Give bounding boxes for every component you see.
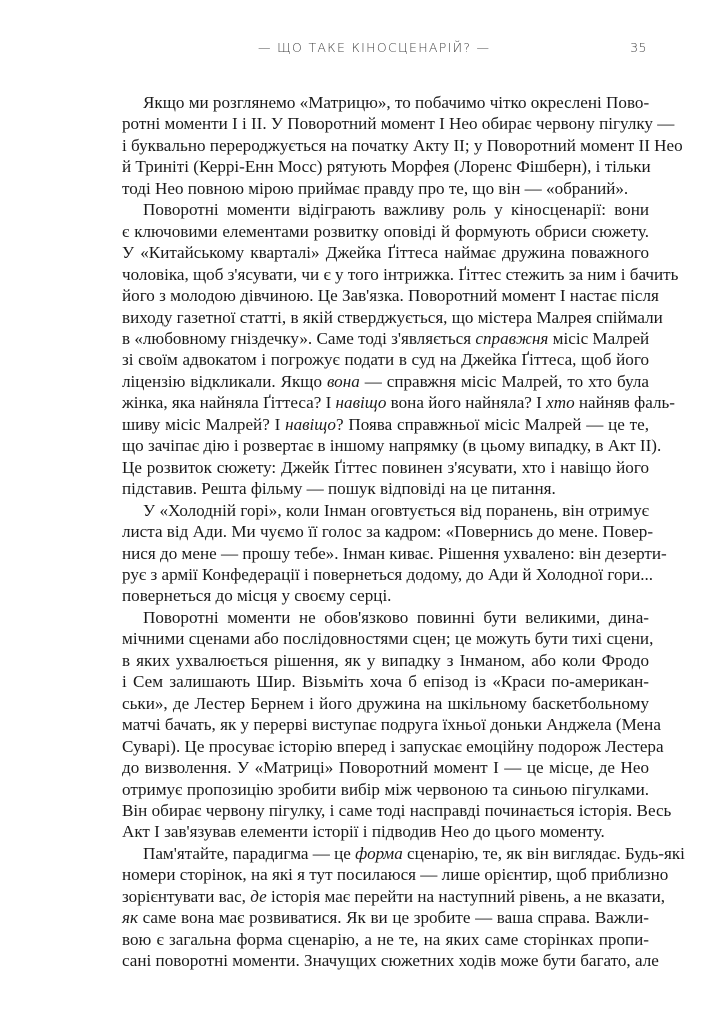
text-line: зорієнтувати вас, де історія має перейти на наступний рівень, а не вказати,	[122, 886, 666, 906]
text-line: Якщо ми розглянемо «Матрицю», то побачимо чітко окреслені Пово-	[143, 93, 650, 112]
running-title: — ЩО ТАКЕ КІНОСЦЕНАРІЙ? —	[258, 40, 491, 55]
text-line: і буквально перероджується на початку Акту II; у Поворотний момент II Нео	[122, 135, 683, 155]
text-line: жінка, яка найняла Ґіттеса? І навіщо вона його найняла? І хто найняв фаль-	[122, 393, 675, 413]
paragraph	[122, 607, 672, 843]
text-line: листа від Ади. Ми чуємо її голос за кадром: «Повернись до мене. Повер-	[122, 522, 654, 542]
text-line: вою є загальна форма сценарію, а не те, на яких саме сторінках пропи-	[122, 929, 649, 949]
emphasis: навіщо	[285, 414, 336, 434]
text-line: як саме вона має розвиватися. Як ви це зробите — ваша справа. Важли-	[122, 908, 649, 928]
text-line: до визволення. У «Матриці» Поворотний момент I — це місце, де Нео	[122, 758, 649, 778]
body-text	[122, 92, 685, 972]
text-line: і Сем залишають Шир. Візьміть хоча б епізод із «Краси по-американ-	[122, 672, 649, 692]
text-line: отримує пропозицію зробити вибір між червоною та синьою пігулками.	[122, 779, 649, 799]
text-line: повернеться до місця у своєму серці.	[122, 586, 392, 606]
text-line: його з молодою дівчиною. Це Зав'язка. Поворотний момент I настає після	[122, 286, 659, 306]
emphasis: де	[250, 886, 267, 906]
text-line: тоді Нео повною мірою приймає правду про те, що він — «обраний».	[122, 178, 629, 198]
paragraph	[122, 92, 683, 199]
running-header	[0, 38, 721, 58]
emphasis: як	[122, 908, 138, 928]
emphasis: форма	[355, 843, 403, 863]
text-line: підставив. Решта фільму — пошук відповіді на це питання.	[122, 479, 556, 499]
emphasis: справжня	[475, 328, 549, 348]
paragraph	[122, 843, 685, 972]
text-line: номери сторінок, на які я тут посилаюся — лише орієнтир, щоб приблизно	[122, 865, 669, 885]
emphasis: вона	[326, 371, 360, 391]
emphasis: хто	[546, 393, 575, 413]
text-line: шиву місіс Малрей? І навіщо? Поява справжньої місіс Малрей — це те,	[122, 414, 649, 434]
text-line: нися до мене — прошу тебе». Інман киває. Рішення ухвалено: він дезерти-	[122, 543, 667, 563]
text-line: Суварі). Це просуває історію вперед і запускає емоційну подорож Лестера	[122, 736, 664, 756]
text-line: що зачіпає дію і розвертає в іншому напрямку (в цьому випадку, в Акт II).	[122, 436, 662, 456]
text-line: У «Китайському кварталі» Джейка Ґіттеса наймає дружина поважного	[122, 243, 649, 263]
text-line: в яких ухвалюється рішення, як у випадку з Інманом, або коли Фродо	[122, 650, 649, 670]
text-line: в «любовному гніздечку». Саме тоді з'являється справжня місіс Малрей	[122, 328, 650, 348]
text-line: виходу газетної статті, в якій стверджується, що містера Малрея спіймали	[122, 307, 663, 327]
text-line: ротні моменти I і II. У Поворотний момент I Нео обирає червону пігулку —	[122, 114, 675, 134]
text-line: Акт I зав'язував елементи історії і підводив Нео до цього моменту.	[122, 822, 605, 842]
text-line: чоловіка, щоб з'ясувати, чи є у того інтрижка. Ґіттес стежить за ним і бачить	[122, 264, 679, 284]
text-line: матчі бачать, як у перерві виступає подруга їхньої доньки Анджела (Мена	[122, 715, 661, 735]
text-line: Поворотні моменти відіграють важливу роль у кіносценарії: вони	[143, 200, 649, 220]
paragraph	[122, 500, 667, 607]
text-line: рує з армії Конфедерації і повернеться додому, до Ади й Холодної гори...	[122, 564, 654, 584]
text-line: ліцензію відкликали. Якщо вона — справжня місіс Малрей, то хто була	[122, 371, 650, 391]
paragraph	[122, 199, 679, 499]
text-line: й Триніті (Керрі-Енн Мосс) рятують Морфея (Лоренс Фішберн), і тільки	[122, 157, 651, 177]
text-line: Це розвиток сюжету: Джейк Ґіттес повинен з'ясувати, хто і навіщо його	[122, 457, 649, 477]
text-line: мічними сценами або послідовностями сцен; це можуть бути тихі сцени,	[122, 629, 654, 649]
text-line: Пам'ятайте, парадигма — це форма сценарію, те, як він виглядає. Будь-які	[143, 843, 685, 863]
text-line: ськи», де Лестер Бернем і його дружина на шкільному баскетбольному	[122, 693, 649, 713]
page-number: 35	[630, 40, 647, 55]
text-line: зі своїм адвокатом і погрожує подати в суд на Джейка Ґіттеса, щоб його	[122, 350, 649, 370]
text-line: У «Холодній горі», коли Інман оговтується від поранень, він отримує	[143, 500, 649, 520]
text-line: Він обирає червону пігулку, і саме тоді насправді починається історія. Весь	[122, 800, 672, 820]
text-line: є ключовими елементами розвитку оповіді й формують обриси сюжету.	[122, 221, 649, 241]
text-line: сані поворотні моменти. Значущих сюжетних ходів може бути багато, але	[122, 951, 659, 971]
text-line: Поворотні моменти не обов'язково повинні бути великими, дина-	[143, 607, 649, 627]
emphasis: навіщо	[335, 393, 387, 413]
